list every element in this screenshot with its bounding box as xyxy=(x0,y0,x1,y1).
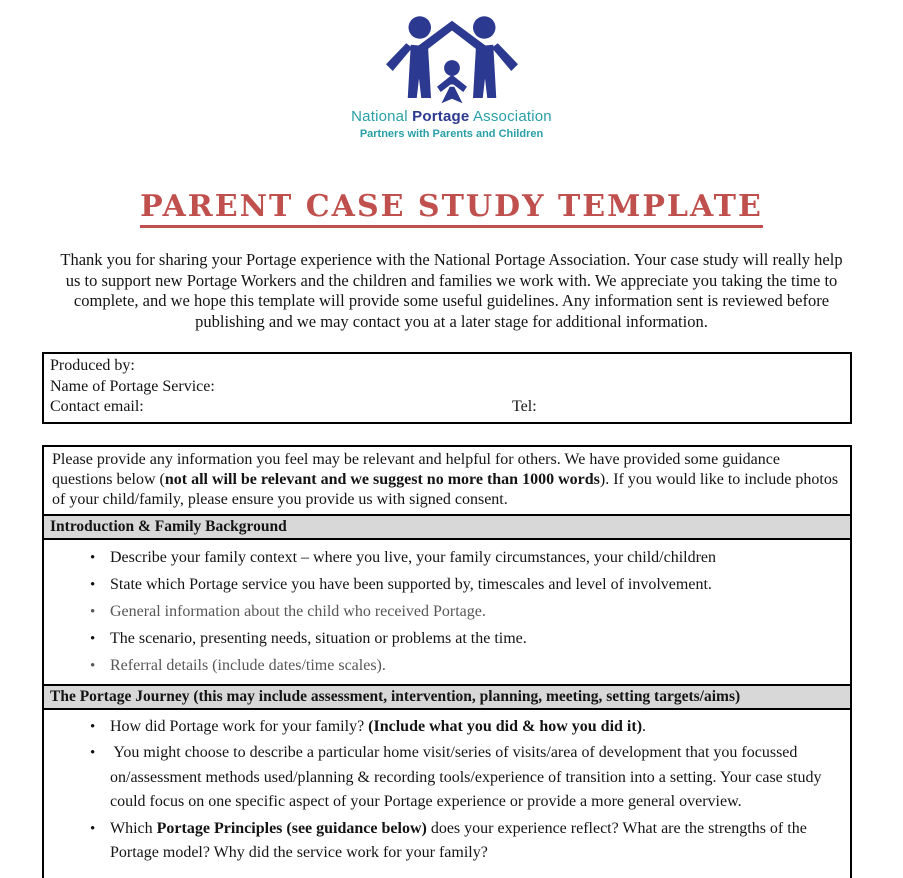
list-item xyxy=(110,741,840,815)
section-header-introduction: Introduction & Family Background xyxy=(44,514,850,540)
bullet-text: The scenario, presenting needs, situation or problems at the time. xyxy=(110,629,527,647)
logo-name-prefix: National xyxy=(351,108,408,125)
logo-name-suffix: Association xyxy=(472,108,552,125)
guidance-box xyxy=(42,445,852,878)
guidance-text-bold: not all will be relevant and we suggest no more than 1000 words xyxy=(164,470,600,488)
family-figures-icon xyxy=(377,8,527,107)
npa-logo xyxy=(0,8,903,140)
introduction-bullet-list xyxy=(44,540,850,684)
intro-paragraph: Thank you for sharing your Portage experience with the National Portage Association. Your case study will really help us to support new Portage Workers and the children and families we work with. We appreciate you taking the time to complete, and we hope this template will provide some useful guidelines. Any information sent is reviewed before publishing and we may contact you at a later stage for additional information. xyxy=(60,250,843,331)
bullet-text: does your experience reflect? What are the strengths of the Portage model? Why did the service work for your family? xyxy=(110,819,807,861)
list-item xyxy=(110,599,840,625)
bullet-text: Describe your family context – where you live, your family circumstances, your child/children xyxy=(110,548,717,566)
service-name-label: Name of Portage Service: xyxy=(50,377,215,395)
list-item xyxy=(110,626,840,652)
bullet-text: State which Portage service you have been supported by, timescales and level of involvement. xyxy=(110,575,712,593)
bullet-text: Which xyxy=(110,819,157,837)
portage-journey-bullet-list xyxy=(44,710,850,872)
list-item xyxy=(110,653,840,679)
produced-by-field[interactable] xyxy=(50,356,844,377)
bullet-text: . xyxy=(642,717,647,735)
guidance-text-pre: Please provide any information you feel may be relevant and helpful for others. We have provided some guidance questions below ( xyxy=(52,450,780,488)
contact-email-tel-field[interactable] xyxy=(50,397,844,418)
bullet-text: Referral details (include dates/time scales). xyxy=(110,656,386,674)
list-item xyxy=(110,817,840,866)
bullet-text: General information about the child who received Portage. xyxy=(110,602,486,620)
produced-by-label: Produced by: xyxy=(50,357,135,374)
logo-name-bold: Portage xyxy=(412,108,470,125)
section-header-portage-journey: The Portage Journey (this may include assessment, intervention, planning, meeting, setting targets/aims) xyxy=(44,684,850,710)
bullet-text: How did Portage work for your family? xyxy=(110,717,369,735)
guidance-paragraph xyxy=(44,447,850,514)
bullet-text-bold: Portage Principles (see guidance below) xyxy=(156,819,427,837)
page-title: PARENT CASE STUDY TEMPLATE xyxy=(140,190,763,228)
contact-details-box xyxy=(42,352,852,424)
contact-email-label: Contact email: xyxy=(50,398,144,415)
list-item xyxy=(110,545,840,571)
logo-tagline: Partners with Parents and Children xyxy=(359,128,544,140)
list-item xyxy=(110,572,840,598)
logo-org-name xyxy=(0,108,903,125)
service-name-field[interactable] xyxy=(50,377,844,398)
tel-label: Tel: xyxy=(512,398,537,415)
guidance-text-post: ). If you would like to include photos of your child/family, please ensure you provide us with signed consent. xyxy=(52,470,839,508)
bullet-text-bold: (Include what you did & how you did it) xyxy=(368,717,643,735)
bullet-text: You might choose to describe a particular home visit/series of visits/area of development that you focussed on/assessment methods used/planning & recording tools/experience of transition into a setting. Your case study could focus on one specific aspect of your Portage experience or provide a more general overview. xyxy=(110,744,822,810)
list-item xyxy=(110,715,840,740)
